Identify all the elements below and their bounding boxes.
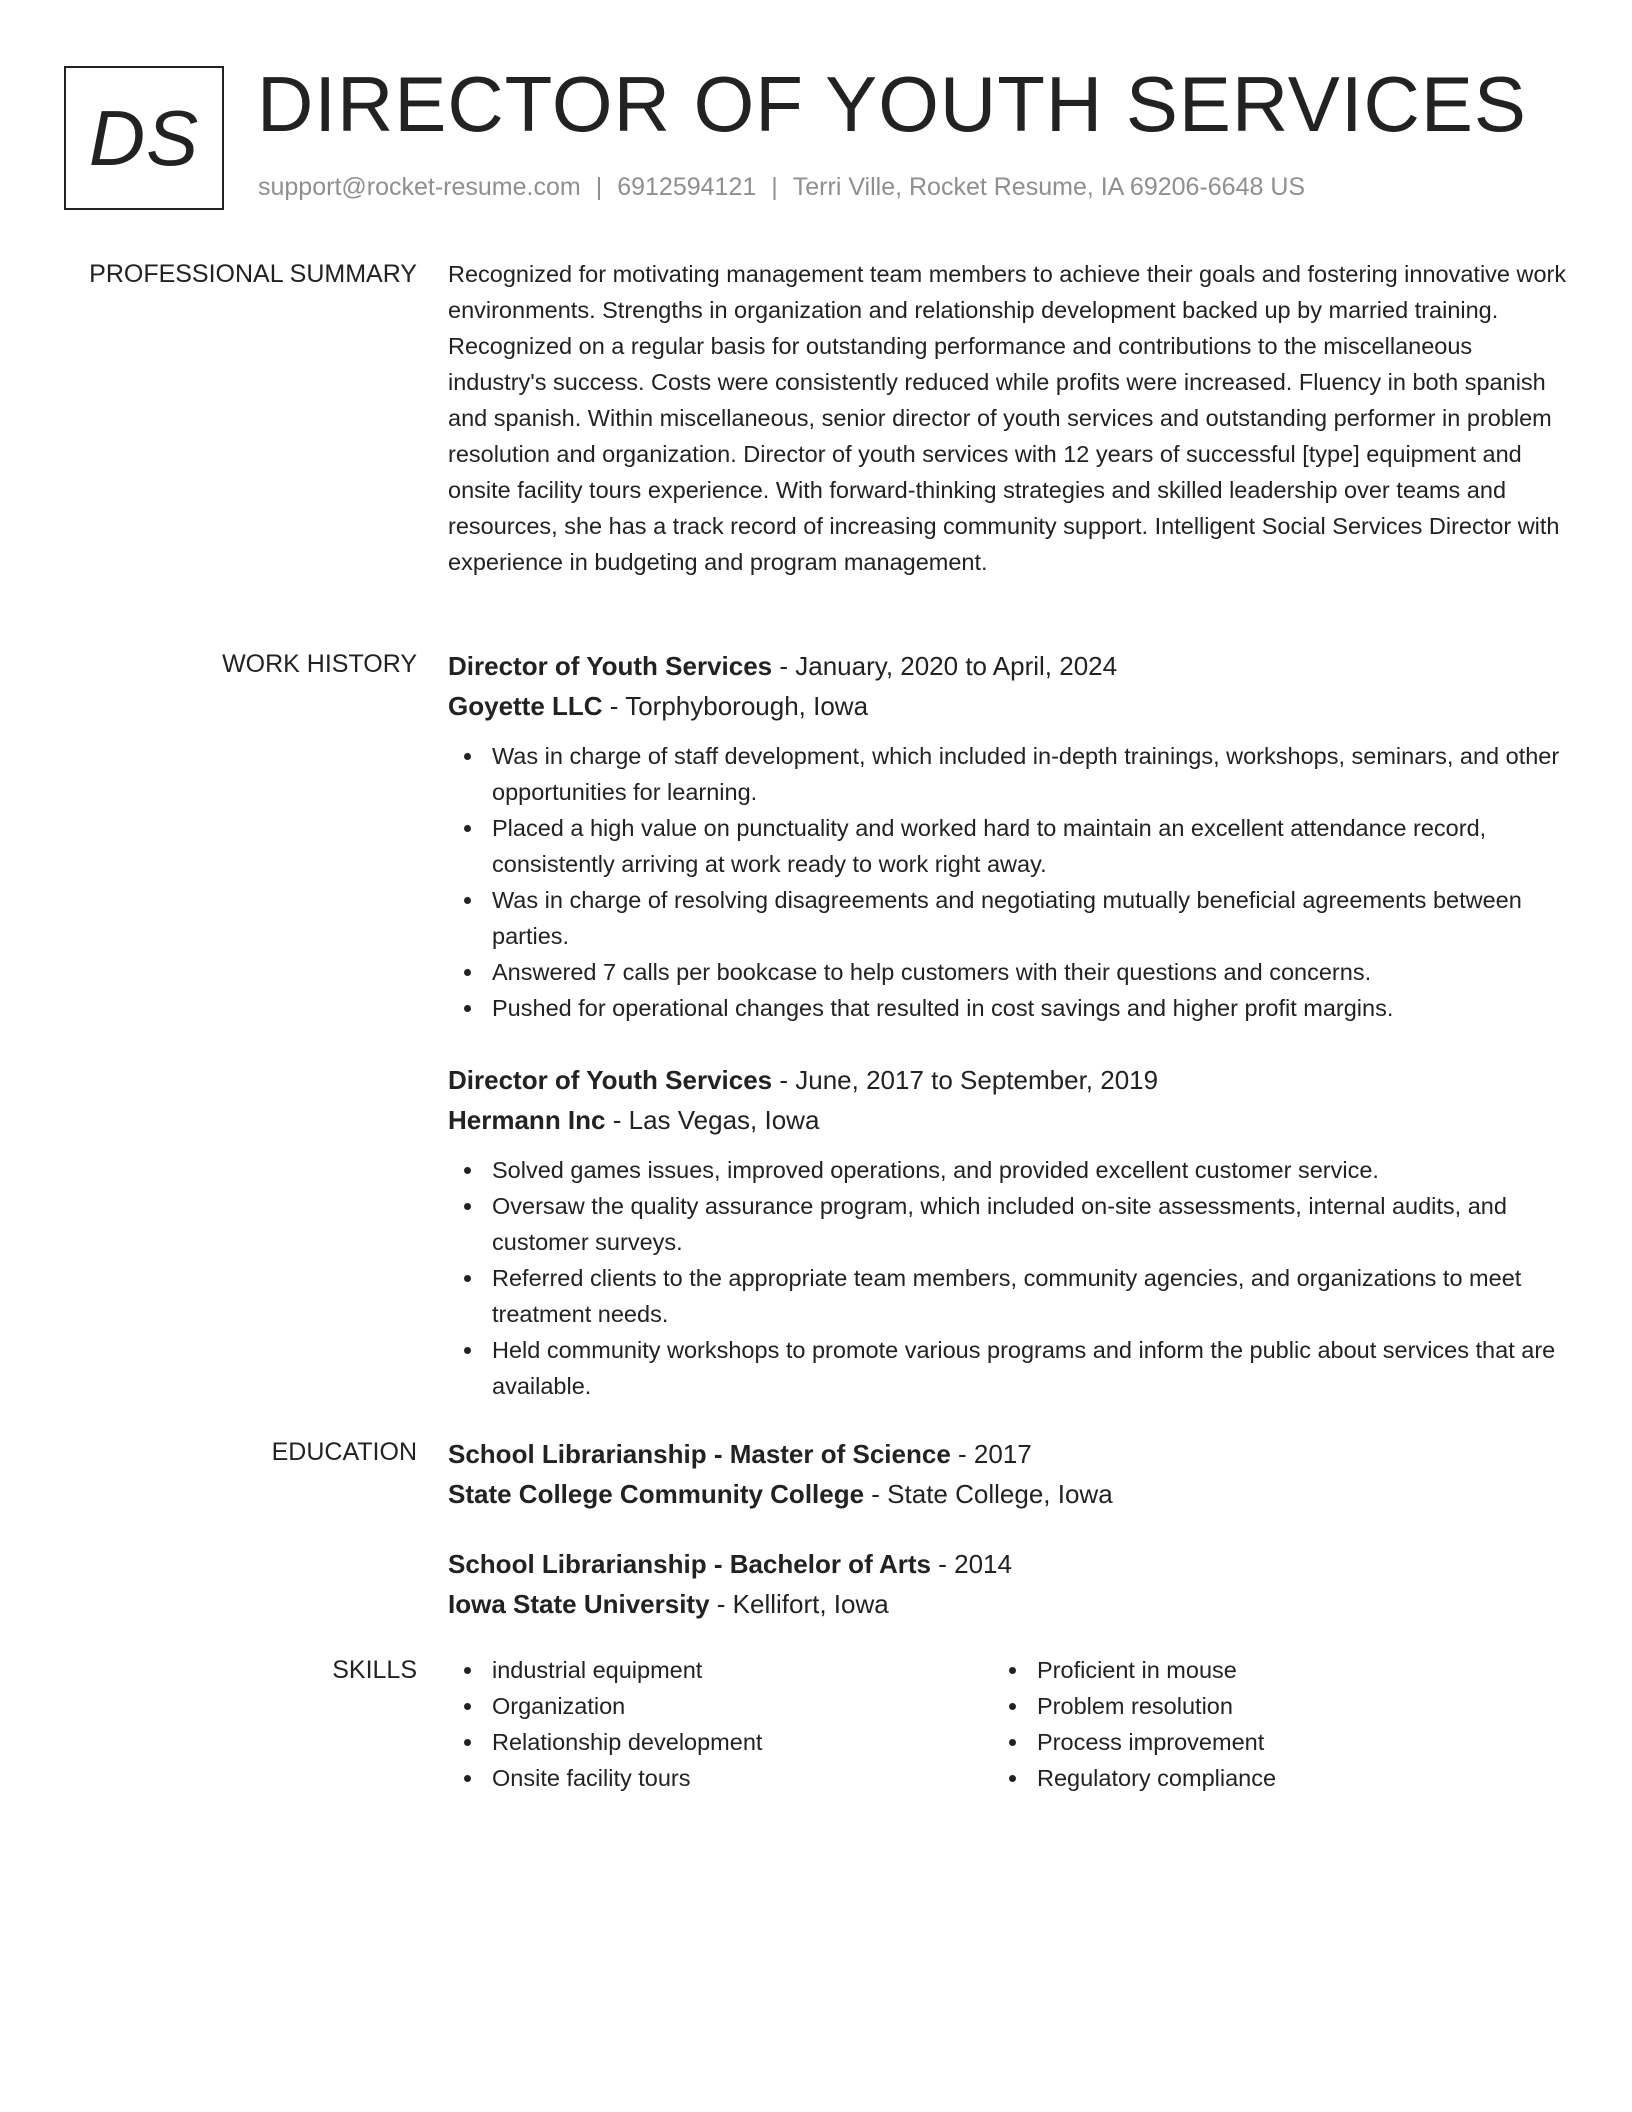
contact-email: support@rocket-resume.com [258,173,581,201]
education-entry [448,1434,1568,1514]
education-school: Iowa State University [448,1589,710,1619]
job-title-line [448,1060,1568,1100]
job-entry [448,1060,1568,1404]
summary-text: Recognized for motivating management team members to achieve their goals and fostering innovative work environments. Strengths in organization and relationship development backed up by married training. Recognized on a regular basis for outstanding performance and contributions to the miscellaneous industry's success. Costs were consistently reduced while profits were increased. Fluency in both spanish and spanish. Within miscellaneous, senior director of youth services and outstanding performer in problem resolution and organization. Director of youth services with 12 years of successful [type] equipment and onsite facility tours experience. With forward-thinking strategies and skilled leadership over teams and resources, she has a track record of increasing community support. Intelligent Social Services Director with experience in budgeting and program management. [448,261,1567,575]
job-bullet: Answered 7 calls per bookcase to help customers with their questions and concerns. [448,954,1568,990]
skills-column-right [993,1652,1513,1796]
job-bullet: Held community workshops to promote various programs and inform the public about services that are available. [448,1332,1568,1404]
work-history-body [448,646,1568,1404]
job-bullet: Placed a high value on punctuality and worked hard to maintain an excellent attendance record, consistently arriving at work ready to work right away. [448,810,1568,882]
contact-line [258,173,1305,202]
skill-item: Organization [448,1688,968,1724]
contact-separator: | [595,173,603,201]
job-company-line [448,686,1568,726]
contact-address: Terri Ville, Rocket Resume, IA 69206-6648 US [792,173,1306,201]
job-title: Director of Youth Services [448,1065,773,1095]
resume-header [64,60,1584,210]
education-location: - State College, Iowa [864,1479,1113,1509]
skill-item: industrial equipment [448,1652,968,1688]
skill-item: Problem resolution [993,1688,1513,1724]
education-degree: School Librarianship - Bachelor of Arts [448,1549,931,1579]
job-company: Goyette LLC [448,691,603,721]
job-dates: - June, 2017 to September, 2019 [772,1065,1159,1095]
monogram-badge: DS [64,66,224,210]
skills-list [993,1652,1513,1796]
skill-item: Onsite facility tours [448,1760,968,1796]
job-bullet: Oversaw the quality assurance program, which included on-site assessments, internal audits, and customer surveys. [448,1188,1568,1260]
education-label: EDUCATION [271,1438,417,1466]
education-school-line [448,1474,1568,1514]
skill-item: Relationship development [448,1724,968,1760]
job-location: - Las Vegas, Iowa [605,1105,820,1135]
skill-item: Process improvement [993,1724,1513,1760]
job-company: Hermann Inc [448,1105,606,1135]
contact-separator: | [771,173,778,201]
education-degree-line [448,1544,1568,1584]
education-degree: School Librarianship - Master of Science [448,1439,951,1469]
education-year: - 2014 [931,1549,1012,1579]
job-bullet: Referred clients to the appropriate team members, community agencies, and organizations to meet treatment needs. [448,1260,1568,1332]
job-bullet: Solved games issues, improved operations, and provided excellent customer service. [448,1152,1568,1188]
skills-label: SKILLS [332,1656,417,1684]
skills-list [448,1652,968,1796]
summary-body [448,256,1568,580]
job-location: - Torphyborough, Iowa [602,691,869,721]
education-location: - Kellifort, Iowa [709,1589,889,1619]
job-bullet-list [448,738,1568,1026]
skills-column-left [448,1652,968,1796]
skill-item: Regulatory compliance [993,1760,1513,1796]
job-title-line [448,646,1568,686]
resume-title: DIRECTOR OF YOUTH SERVICES [257,60,1527,148]
job-bullet-list [448,1152,1568,1404]
job-company-line [448,1100,1568,1140]
education-school-line [448,1584,1568,1624]
summary-label: PROFESSIONAL SUMMARY [89,260,417,288]
work-history-label: WORK HISTORY [222,650,417,678]
job-bullet: Was in charge of resolving disagreements and negotiating mutually beneficial agreements between parties. [448,882,1568,954]
job-dates: - January, 2020 to April, 2024 [772,651,1118,681]
contact-phone: 6912594121 [617,173,757,201]
education-entry [448,1544,1568,1624]
education-year: - 2017 [950,1439,1032,1469]
education-degree-line [448,1434,1568,1474]
skill-item: Proficient in mouse [993,1652,1513,1688]
job-bullet: Pushed for operational changes that resulted in cost savings and higher profit margins. [448,990,1568,1026]
job-bullet: Was in charge of staff development, which included in-depth trainings, workshops, seminars, and other opportunities for learning. [448,738,1568,810]
job-entry [448,646,1568,1026]
education-school: State College Community College [448,1479,865,1509]
job-title: Director of Youth Services [448,651,773,681]
education-body [448,1434,1568,1624]
